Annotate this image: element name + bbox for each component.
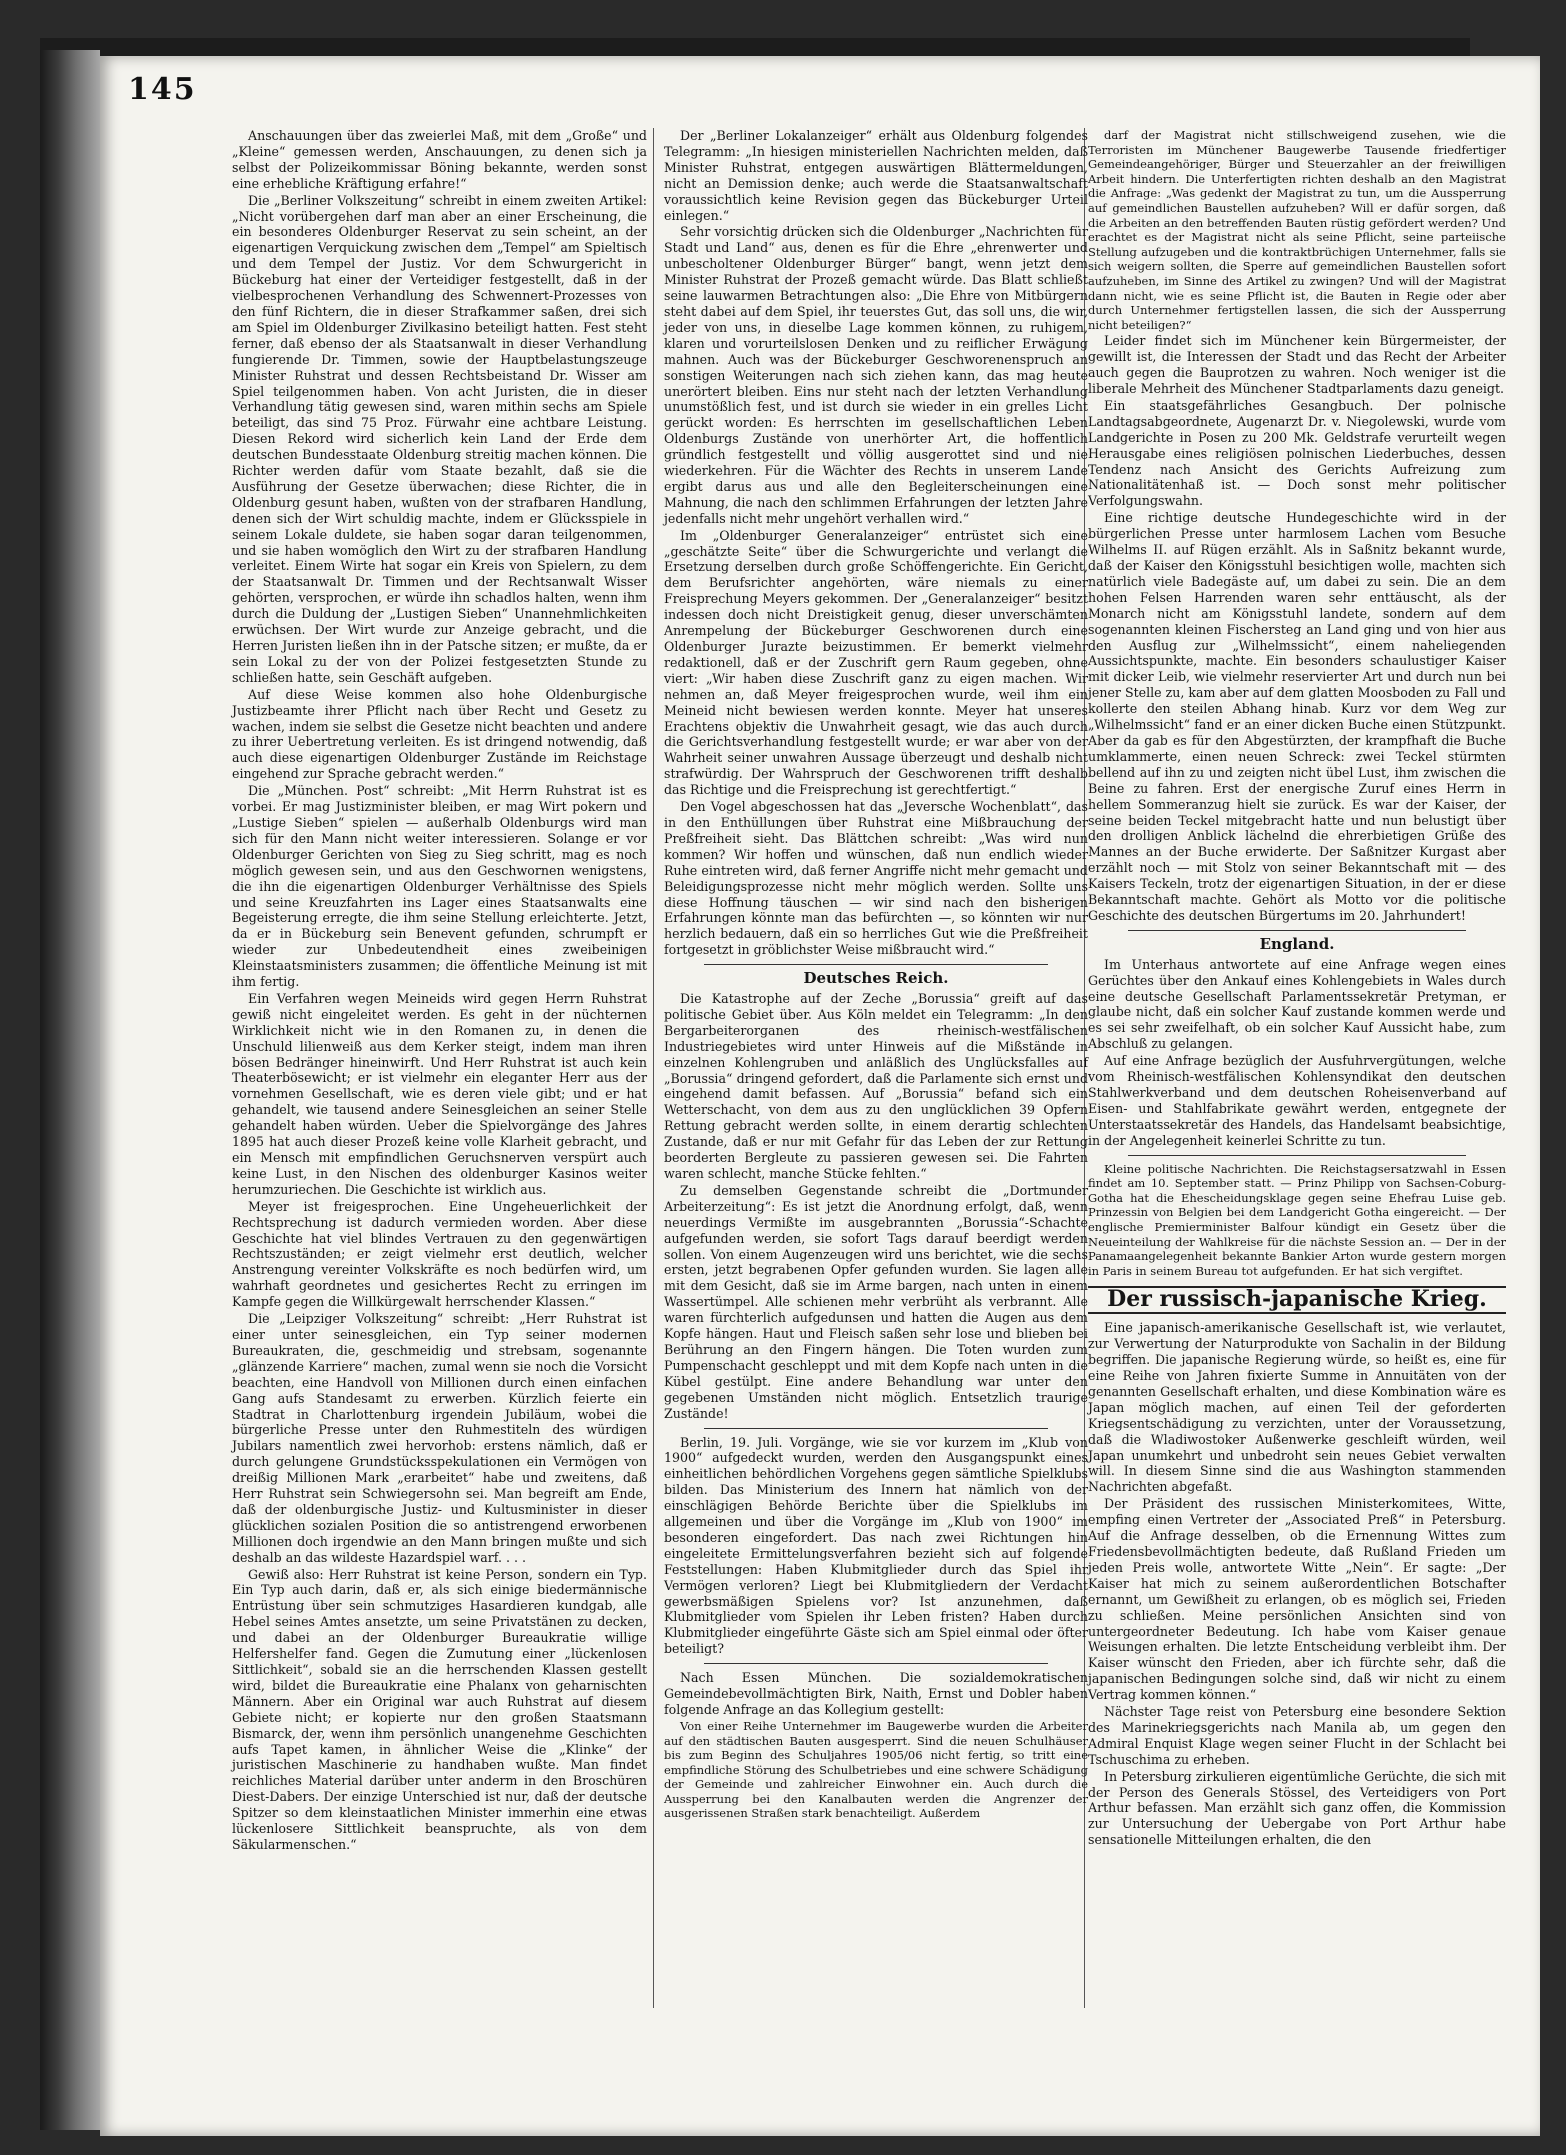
paragraph: Anschauungen über das zweierlei Maß, mit dem „Große“ und „Kleine“ gemessen werden, Anschauungen, zu denen sich ja selbst der Polizeikommissar Böning bekannte, werden sonst eine erhebliche Kräftigung erfahre!“	[232, 128, 647, 191]
section-divider	[1128, 1155, 1466, 1156]
column-3	[1088, 128, 1506, 1849]
book-binding	[40, 50, 100, 2130]
paragraph: Die „München. Post“ schreibt: „Mit Herrn Ruhstrat ist es vorbei. Er mag Justizminister bleiben, er mag Wirt pokern und „Lustige Sieben“ spielen — außerhalb Oldenburgs wird man sich für den Mann nicht weiter interessieren. Solange er vor Oldenburger Gerichten von Sieg zu Sieg schritt, mag es noch möglich gewesen sein, und aus den Geschwornen wenigstens, die ihn die eigenartigen Oldenburger Verhältnisse des Spiels und seine Kreuzfahrten ins Lager eines Staatsanwalts eine Begeisterung erregte, die ihm seine Stellung erleichterte. Jetzt, da er in Bückeburg sein Benevent gefunden, schrumpft er wieder zur Unbedeutendheit eines zweibeinigen Kleinstaatsministers zusammen; die öffentliche Meinung ist mit ihm fertig.	[232, 783, 647, 990]
section-divider	[704, 964, 1048, 965]
paragraph: In Petersburg zirkulieren eigentümliche Gerüchte, die sich mit der Person des Generals Stössel, des Verteidigers von Port Arthur befassen. Man erzählt sich ganz offen, die Kommission zur Untersuchung der Uebergabe von Port Arthur habe sensationelle Mitteilungen erhalten, die den	[1088, 1768, 1506, 1848]
paragraph-small: Von einer Reihe Unternehmer im Baugewerbe wurden die Arbeiter auf den städtischen Bauten ausgesperrt. Sind die neuen Schulhäuser bis zum Beginn des Schuljahres 1905/06 nicht fertig, so tritt eine empfindliche Störung des Schulbetriebes und eine schwere Schädigung der Gemeinde und zahlreicher Einwohner ein. Auch durch die Aussperrung bei den Kanalbauten werden die Angrenzer der ausgerissenen Straßen stark benachteiligt. Außerdem	[664, 1718, 1088, 1821]
paragraph-small: Kleine politische Nachrichten. Die Reichstagsersatzwahl in Essen findet am 10. September statt. — Prinz Philipp von Sachsen-Coburg-Gotha hat die Ehescheidungsklage gegen seine Ehefrau Luise geb. Prinzessin von Belgien bei dem Landgericht Gotha eingereicht. — Der englische Premierminister Balfour kündigt ein Gesetz über die Neueinteilung der Wahlkreise für die nächste Session an. — Der in der Panamaangelegenheit bekannte Bankier Arton wurde gestern morgen in Paris in seinem Bureau tot aufgefunden. Er hat sich vergiftet.	[1088, 1161, 1506, 1278]
paragraph: Auf diese Weise kommen also hohe Oldenburgische Justizbeamte ihrer Pflicht nach über Recht und Gesetz zu wachen, indem sie selbst die Gesetze nicht beachten und andere zu ihrer Uebertretung verleiten. Es ist dringend notwendig, daß auch diese eigenartigen Oldenburger Zustände im Reichstage eingehend zur Sprache gebracht werden.“	[232, 686, 647, 782]
paragraph: Die „Leipziger Volkszeitung“ schreibt: „Herr Ruhstrat ist einer unter seinesgleichen, ein Typ seiner modernen Bureaukraten, die, geschmeidig und strebsam, sogenannte „glänzende Karriere“ machen, zumal wenn sie noch die Vorsicht beachten, eine Handvoll von Millionen durch einen einfachen Gang aufs Standesamt zu erwerben. Kürzlich feierte ein Stadtrat in Charlottenburg irgendein Jubiläum, wobei die bürgerliche Presse unter den Ruhmestiteln des würdigen Jubilars namentlich zwei hervorhob: erstens nämlich, daß er durch gelungene Grundstücksspekulationen ein Vermögen von dreißig Millionen Mark „erarbeitet“ habe und zweitens, daß Herr Ruhstrat sein Schwiegersohn sei. Man begreift am Ende, daß der oldenburgische Justiz- und Kultusminister in dieser glücklichen sozialen Position die so antistrengend erworbenen Millionen doch irgendwie an den Mann bringen mußte und sich deshalb an das wildeste Hazardspiel warf. . . .	[232, 1311, 647, 1565]
paragraph: Zu demselben Gegenstande schreibt die „Dortmunder Arbeiterzeitung“: Es ist jetzt die Anordnung erfolgt, daß, wenn neuerdings Vermißte im ausgebrannten „Borussia“-Schachte aufgefunden werden, sie sofort Tags darauf beerdigt werden sollen. Von einem Augenzeugen wird uns berichtet, wie die sechs ersten, jetzt begrabenen Opfer gefunden wurden. Sie lagen alle mit dem Gesicht, daß sie im Arme bargen, nach unten in einem Wassertümpel. Alle schienen mehr verbrüht als verbrannt. Alle waren fürchterlich aufgedunsen und hatten die Augen aus dem Kopfe hängen. Haut und Fleisch saßen sehr lose und blieben bei Berührung an den Fingern hängen. Die Toten wurden zum Pumpenschacht geschleppt und mit dem Kopfe nach unten in die Kübel gestülpt. Eine andere Behandlung war unter den gegebenen Umständen nicht möglich. Entsetzlich traurige Zustände!	[664, 1182, 1088, 1421]
column-1	[232, 128, 647, 1854]
paragraph: Auf eine Anfrage bezüglich der Ausfuhrvergütungen, welche vom Rheinisch-westfälischen Kohlensyndikat den deutschen Stahlwerkverband und dem deutschen Roheisenverband auf Eisen- und Stahlfabrikate gewährt werden, entgegnete der Unterstaatssekretär des Handels, das Handelsamt beabsichtige, in der Angelegenheit keinerlei Schritte zu tun.	[1088, 1053, 1506, 1148]
page-number: 145	[128, 72, 197, 107]
paragraph: Nach Essen München. Die sozialdemokratischen Gemeindebevollmächtigten Birk, Naith, Ernst und Dobler haben folgende Anfrage an das Kollegium gestellt:	[664, 1670, 1088, 1717]
paragraph: Den Vogel abgeschossen hat das „Jeversche Wochenblatt“, das in den Enthüllungen über Ruhstrat eine Mißbrauchung der Preßfreiheit sieht. Das Blättchen schreibt: „Was wird nun kommen? Wir hoffen und wünschen, daß nun endlich wieder Ruhe eintreten wird, daß ferner Angriffe nicht mehr gemacht und Beleidigungsprozesse nicht mehr möglich werden. Sollte uns diese Hoffnung täuschen — wir sind nach den bisherigen Erfahrungen könnte man das befürchten —, so könnten wir nur herzlich bedauern, daß ein so herrliches Gut wie die Preßfreiheit fortgesetzt in gröblichster Weise mißbraucht wird.“	[664, 799, 1088, 958]
paragraph: Ein Verfahren wegen Meineids wird gegen Herrn Ruhstrat gewiß nicht eingeleitet werden. Es geht in der nüchternen Wirklichkeit nicht wie in den Romanen zu, in denen die Unschuld lilienweiß aus dem Kerker steigt, indem man ihren bösen Bedränger hineinwirft. Und Herr Ruhstrat ist auch kein Theaterbösewicht; er ist vielmehr ein eleganter Herr aus der vornehmen Gesellschaft, wie es deren viele gibt; und er hat gehandelt, wie tausend andere Seinesgleichen an seiner Stelle gehandelt haben würden. Ueber die Spielvorgänge des Jahres 1895 hat auch dieser Prozeß keine volle Klarheit gebracht, und ein Mensch mit empfindlichen Geruchsnerven verspürt auch keine Lust, in den Nischen des oldenburger Kasinos weiter herumzuriechen. Die Geschichte ist wirklich aus.	[232, 990, 647, 1197]
paragraph: Im Unterhaus antwortete auf eine Anfrage wegen eines Gerüchtes über den Ankauf eines Kohlengebiets in Wales durch eine deutsche Gesellschaft Parlamentssekretär Pretyman, er glaube nicht, daß ein solcher Kauf zustande kommen werde und es sei sehr zweifelhaft, ob ein solcher Kauf Aussicht habe, zum Abschluß zu gelangen.	[1088, 956, 1506, 1052]
paragraph: Ein staatsgefährliches Gesangbuch. Der polnische Landtagsabgeordnete, Augenarzt Dr. v. Niegolewski, wurde vom Landgerichte in Posen zu 200 Mk. Geldstrafe verurteilt wegen Herausgabe eines religiösen polnischen Liederbuches, dessen Tendenz nach Ansicht des Gerichts Aufreizung zum Nationalitätenhaß ist. — Doch sonst mehr politischer Verfolgungswahn.	[1088, 397, 1506, 509]
section-heading-deutsches-reich: Deutsches Reich.	[803, 969, 949, 988]
paragraph: Gewiß also: Herr Ruhstrat ist keine Person, sondern ein Typ. Ein Typ auch darin, daß er, als sich einige biedermännische Entrüstung über sein schmutziges Hasardieren kundgab, alle Hebel seines Amtes ansetzte, um seine Privatstänen zu decken, und dabei an der Oldenburger Bureaukratie willige Helfershelfer fand. Gegen die Zumutung einer „lückenlosen Sittlichkeit“, sobald sie an die herrschenden Klassen gestellt wird, bildet die Bureaukratie eine Phalanx von geharnischten Männern. Aber ein Original war auch Ruhstrat auf diesem Gebiete nicht; er kopierte nur den großen Staatsmann Bismarck, der, wenn ihm persönlich unangenehme Geschichten aufs Tapet kamen, in ähnlicher Weise die „Klinke“ der juristischen Maschinerie zu handhaben wußte. Man findet reichliches Material darüber unter anderm in den Broschüren Diest-Dabers. Der einzige Unterschied ist nur, daß der deutsche Spitzer so dem kleinstaatlichen Minister immerhin eine etwas lückenlosere Sittlichkeit beanspruchte, als von dem Säkularmenschen.“	[232, 1566, 647, 1852]
paragraph: Der Präsident des russischen Ministerkomitees, Witte, empfing einen Vertreter der „Associated Preß“ in Petersburg. Auf die Anfrage desselben, ob die Ernennung Wittes zum Friedensbevollmächtigten bedeute, daß Rußland Frieden um jeden Preis wolle, antwortete Witte „Nein“. Er sagte: „Der Kaiser hat mich zu seinem außerordentlichen Botschafter ernannt, um Gewißheit zu erlangen, ob es möglich sei, Frieden zu schließen. Meine persönlichen Ansichten sind von untergeordneter Bedeutung. Ich habe vom Kaiser genaue Weisungen erhalten. Die letzte Entscheidung verbleibt ihm. Der Kaiser wünscht den Frieden, aber ich fürchte sehr, daß die japanischen Bedingungen solche sind, daß wir nicht zu einem Vertrag kommen können.“	[1088, 1496, 1506, 1703]
paragraph: Die „Berliner Volkszeitung“ schreibt in einem zweiten Artikel: „Nicht vorübergehen darf man aber an einer Erscheinung, die ein besonderes Oldenburger Reservat zu sein scheint, an der eigenartigen Verquickung zwischen dem „Tempel“ am Spieltisch und dem Tempel der Justiz. Vor dem Schwurgericht in Bückeburg hat einer der Verteidiger festgestellt, daß in der vielbesprochenen Verhandlung des Schwennert-Prozesses von den fünf Richtern, die in dieser Strafkammer saßen, drei sich am Spiel im Oldenburger Zivilkasino beteiligt hatten. Fest steht ferner, daß ebenso der als Staatsanwalt in dieser Verhandlung fungierende Dr. Timmen, sowie der Hauptbelastungszeuge Minister Ruhstrat und dessen Rechtsbeistand Dr. Wisser am Spiel teilgenommen haben. Von acht Juristen, die in dieser Verhandlung tätig gewesen sind, waren mithin sechs am Spiele beteiligt, das sind 75 Proz. Fürwahr eine achtbare Leistung. Diesen Rekord wird sicherlich kein Land der Erde dem deutschen Bundesstaate Oldenburg streitig machen können. Die Richter werden dafür vom Staate bezahlt, daß sie die Ausführung der Gesetze überwachen; diese Richter, die in Oldenburg gesunt haben, wußten von der strafbaren Handlung, denen sich der Wirt schuldig machte, indem er Glücksspiele in seinem Lokale duldete, sie haben sogar daran teilgenommen, und sie haben womöglich den Wirt zu der strafbaren Handlung verleitet. Einem Wirte hat sogar ein Kreis von Spielern, zu dem der Staatsanwalt Dr. Timmen und der Rechtsanwalt Wisser gehörten, versprochen, er würde ihn schadlos halten, wenn ihm durch die Duldung der „Lustigen Sieben“ Unannehmlichkeiten erwüchsen. Der Wirt wurde zur Anzeige gebracht, und die Herren Juristen ließen ihn in der Patsche sitzen; er mußte, da er sein Lokal zu der von der Polizei festgesetzten Stunde zu schließen hatte, sein Geschäft aufgeben.	[232, 192, 647, 685]
section-heading-england: England.	[1259, 934, 1335, 953]
paragraph: Im „Oldenburger Generalanzeiger“ entrüstet sich eine „geschätzte Seite“ über die Schwurgerichte und verlangt die Ersetzung derselben durch große Schöffengerichte. Ein Gericht, dem Berufsrichter angehörten, wäre niemals zu einer Freisprechung Meyers gekommen. Der „Generalanzeiger“ besitzt indessen doch nicht Dreistigkeit genug, dieser unverschämten Anrempelung der Bückeburger Geschworenen durch eine Oldenburger Jurazte beizustimmen. Er bemerkt vielmehr redaktionell, daß er der Zuschrift gern Raum gegeben, ohne viert: „Wir haben diese Zuschrift ganz zu eigen machen. Wir nehmen an, daß Meyer freigesprochen wurde, weil ihm ein Meineid nicht bewiesen werden konnte. Meyer hat unseres Erachtens objektiv die Unwahrheit gesagt, wie das auch durch die Gerichtsverhandlung festgestellt wurde; er war aber von der Wahrheit seiner unwahren Aussage überzeugt und deshalb nicht strafwürdig. Der Wahrspruch der Geschworenen trifft deshalb das Richtige und die Freisprechung ist gerechtfertigt.“	[664, 527, 1088, 798]
paragraph: Eine japanisch-amerikanische Gesellschaft ist, wie verlautet, zur Verwertung der Naturprodukte von Sachalin in der Bildung begriffen. Die japanische Regierung würde, so heißt es, eine für eine Reihe von Jahren fixierte Summe in Annuitäten von der genannten Gesellschaft erhalten, und diese Kombination wäre es Japan möglich machen, auf einen Teil der geforderten Kriegsentschädigung zu verzichten, unter der Voraussetzung, daß die Wladiwostoker Außenwerke geschleift würden, weil Japan unumkehrt und unbedroht sein neues Gebiet verwalten will. In diesem Sinne sind die aus Washington stammenden Nachrichten abgefaßt.	[1088, 1320, 1506, 1495]
paragraph: Leider findet sich im Münchener kein Bürgermeister, der gewillt ist, die Interessen der Stadt und das Recht der Arbeiter auch gegen die Bauprotzen zu wahren. Noch weniger ist die liberale Mehrheit des Münchener Stadtparlaments dazu geneigt.	[1088, 333, 1506, 397]
section-divider	[704, 1663, 1048, 1664]
section-heading-russo-japanese-war: Der russisch-japanische Krieg.	[1088, 1286, 1506, 1314]
column-2	[664, 128, 1088, 1822]
paragraph: Meyer ist freigesprochen. Eine Ungeheuerlichkeit der Rechtsprechung ist dadurch vermieden worden. Aber diese Geschichte hat viel blindes Vertrauen zu den gegenwärtigen Rechtszuständen; er zeigt vielmehr erst deutlich, welcher Anstrengung vereinter Volkskräfte es noch bedürfen wird, um wahrhaft geordnetes und gesichertes Recht zu erringen im Kampfe gegen die Willkürgewalt herrschender Klassen.“	[232, 1198, 647, 1310]
paragraph: Der „Berliner Lokalanzeiger“ erhält aus Oldenburg folgendes Telegramm: „In hiesigen ministeriellen Nachrichten melden, daß Minister Ruhstrat, entgegen auswärtigen Blättermeldungen, nicht an Demission denke; auch werde die Staatsanwaltschaft voraussichtlich keine Revision gegen das Bückeburger Urteil einlegen.“	[664, 128, 1088, 223]
paragraph-small: darf der Magistrat nicht stillschweigend zusehen, wie die Terroristen im Münchener Baugewerbe Tausende friedfertiger Gemeindeangehöriger, Bürger und Steuerzahler an der freiwilligen Arbeit hindern. Die Unterfertigten richten deshalb an den Magistrat die Anfrage: „Was gedenkt der Magistrat zu tun, um die Aussperrung auf gemeindlichen Baustellen aufzuheben? Will er dafür sorgen, daß die Arbeiten an den betreffenden Bauten rüstig gefördert werden? Und erachtet es der Magistrat nicht als seine Pflicht, seine parteiische Stellung aufzugeben und die kontraktbrüchigen Unternehmer, falls sie sich weigern sollten, die Sperre auf gemeindlichen Baustellen sofort aufzuheben, im Sinne des Artikel zu zwingen? Und will der Magistrat dann nicht, wie es seine Pflicht ist, die Bauten in Regie oder aber durch Unternehmer fertigstellen lassen, die sich der Aussperrung nicht beteiligen?“	[1088, 128, 1506, 332]
section-divider	[1128, 930, 1466, 931]
paragraph: Nächster Tage reist von Petersburg eine besondere Sektion des Marinekriegsgerichts nach Manila ab, um gegen den Admiral Enquist Klage wegen seiner Flucht in der Schlacht bei Tschuschima zu erheben.	[1088, 1704, 1506, 1767]
paragraph: Die Katastrophe auf der Zeche „Borussia“ greift auf das politische Gebiet über. Aus Köln meldet ein Telegramm: „In den Bergarbeiterorganen des rheinisch-westfälischen Industriegebietes wird unter Hinweis auf die Mißstände in einzelnen Kohlengruben und anläßlich des Unglücksfalles auf „Borussia“ dringend gefordert, daß die Parlamente sich ernst und eingehend damit befassen. Auf „Borussia“ befand sich ein Wetterschacht, von dem aus zu den unglücklichen 39 Opfern Rettung gebracht werden sollte, in einem derartig schlechten Zustande, daß er nur mit Gefahr für das Leben der zur Rettung beorderten Bergleute zu passieren gewesen sei. Die Fahrten waren schlecht, manche Stücke fehlten.“	[664, 991, 1088, 1181]
paragraph: Sehr vorsichtig drücken sich die Oldenburger „Nachrichten für Stadt und Land“ aus, denen es für die Ehre „ehrenwerter und unbescholtener Oldenburger Bürger“ bangt, wenn jetzt dem Minister Ruhstrat der Prozeß gemacht würde. Das Blatt schließt seine lauwarmen Betrachtungen also: „Die Ehre von Mitbürgern steht dabei auf dem Spiel, ihr teuerstes Gut, das soll uns, die wir, jeder von uns, in dieselbe Lage kommen können, zu ruhigem, klaren und vorurteilslosen Denken und zu reiflicher Erwägung mahnen. Auch was der Bückeburger Geschworenenspruch an sonstigen Weiterungen nach sich ziehen kann, das mag heute unerörtert bleiben. Eins nur steht nach der letzten Verhandlung unumstößlich fest, und ist durch sie wieder in ein grelles Licht gerückt worden: Es herrschten im gesellschaftlichen Leben Oldenburgs Zustände von unerhörter Art, die hoffentlich gründlich festgestellt und völlig ausgerottet sind und nie wiederkehren. Für die Wächter des Rechts in unserem Lande ergibt darus aus und alle den Begleiterscheinungen eine Mahnung, die nach den schlimmen Erfahrungen der letzten Jahre jedenfalls nicht mehr ungehört verhallen wird.“	[664, 224, 1088, 526]
column-rule-1	[653, 128, 654, 2008]
paragraph: Berlin, 19. Juli. Vorgänge, wie sie vor kurzem im „Klub von 1900“ aufgedeckt wurden, werden den Ausgangspunkt eines einheitlichen behördlichen Vorgehens gegen sämtliche Spielklubs bilden. Das Ministerium des Innern hat nämlich von der einschlägigen Behörde Berichte über die Spielklubs im allgemeinen und über die Vorgänge im „Klub von 1900“ im besonderen eingefordert. Das nach zwei Richtungen hin eingeleitete Ermittelungsverfahren bezieht sich auf folgende Feststellungen: Haben Klubmitglieder durch das Spiel ihr Vermögen verloren? Liegt bei Klubmitgliedern der Verdacht gewerbsmäßigen Spielens vor? Ist anzunehmen, daß Klubmitglieder vom Spielen ihr Leben fristen? Haben durch Klubmitglieder eingeführte Gäste sich am Spiel einmal oder öfter beteiligt?	[664, 1434, 1088, 1657]
section-divider	[704, 1428, 1048, 1429]
page-top-edge	[40, 38, 1470, 56]
paragraph: Eine richtige deutsche Hundegeschichte wird in der bürgerlichen Presse unter harmlosem Lachen vom Besuche Wilhelms II. auf Rügen erzählt. Als in Saßnitz bekannt wurde, daß der Kaiser den Königsstuhl besichtigen wolle, machten sich natürlich viele Badegäste auf, um dabei zu sein. Die an dem hohen Felsen Harrenden waren sehr enttäuscht, als der Monarch nicht am Königsstuhl landete, sondern auf dem sogenannten kleinen Fischersteg an Land ging und von hier aus den Ausflug zur „Wilhelmssicht“, einem naheliegenden Aussichtspunkte, machte. Ein besonders schaulustiger Kaiser mit dicker Leib, wie vielmehr reservierter Art und durch nun bei jener Stelle zu, kam aber auf dem glatten Moosboden zu Fall und kollerte den steilen Abhang hinab. Kurz vor dem Weg zur „Wilhelmssicht“ fand er an einer dicken Buche einen Stützpunkt. Aber da gab es für den Abgestürzten, der krampfhaft die Buche umklammerte, einen neuen Schreck: zwei Teckel stürmten bellend auf ihn zu und zeigten nicht übel Lust, ihm zwischen die Beine zu fahren. Erst der energische Zuruf eines Herrn in hellem Sommeranzug hielt sie zurück. Es war der Kaiser, der seine beiden Teckel mitgebracht hatte und nun belustigt über den drolligen Anblick lächelnd die ehrerbietigen Grüße des Mannes an der Buche erwiderte. Der Saßnitzer Kurgast aber erzählt noch — mit Stolz von seiner Bekanntschaft mit — des Kaisers Teckeln, trotz der eigenartigen Situation, in der er diese Bekanntschaft machte. Gehört als Motto vor die politische Geschichte des deutschen Bürgertums im 20. Jahrhundert!	[1088, 510, 1506, 923]
